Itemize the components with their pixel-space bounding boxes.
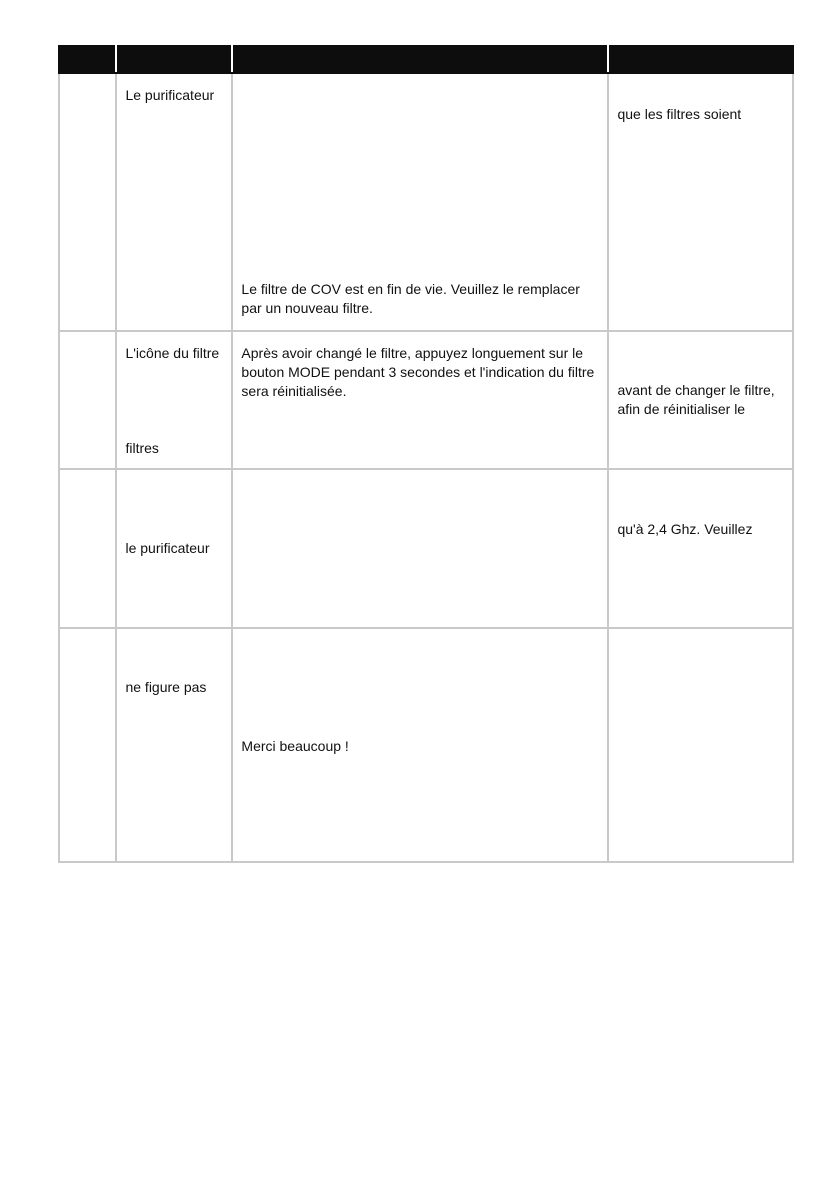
header-cell-cause (232, 46, 608, 73)
cause-cell (232, 331, 608, 469)
cause-text: Après avoir changé le filtre, appuyez longuement sur le bouton MODE pendant 3 secondes et l'indication du filtre sera réinitialisée. (241, 345, 595, 399)
table-row (59, 331, 793, 469)
cause-cell (232, 469, 608, 628)
problem-cell (116, 469, 232, 628)
problem-text-line-2: filtres (125, 440, 159, 456)
problem-cell (116, 628, 232, 862)
row-number-cell (59, 628, 116, 862)
row-number-cell (59, 73, 116, 331)
problem-text: le purificateur (125, 540, 210, 556)
table-header-row (59, 46, 793, 73)
header-cell-solution (608, 46, 793, 73)
troubleshooting-table (58, 45, 794, 863)
solution-text: avant de changer le filtre, afin de réinitialiser le (617, 382, 775, 417)
header-cell-problem (116, 46, 232, 73)
cause-text: Merci beaucoup ! (241, 738, 349, 754)
table-row (59, 469, 793, 628)
solution-text: que les filtres soient (617, 106, 742, 122)
problem-text: Le purificateur (125, 87, 215, 103)
row-number-cell (59, 331, 116, 469)
problem-text: ne figure pas (125, 679, 207, 695)
solution-cell (608, 469, 793, 628)
cause-cell (232, 73, 608, 331)
solution-cell (608, 628, 793, 862)
cause-text: Le filtre de COV est en fin de vie. Veuillez le remplacer par un nouveau filtre. (241, 281, 580, 316)
problem-cell (116, 331, 232, 469)
solution-cell (608, 331, 793, 469)
solution-cell (608, 73, 793, 331)
problem-text-line-1: L'icône du filtre (125, 345, 220, 361)
table-row (59, 73, 793, 331)
header-cell-number (59, 46, 116, 73)
row-number-cell (59, 469, 116, 628)
cause-cell (232, 628, 608, 862)
problem-cell (116, 73, 232, 331)
solution-text: qu'à 2,4 Ghz. Veuillez (617, 521, 753, 537)
table-row (59, 628, 793, 862)
